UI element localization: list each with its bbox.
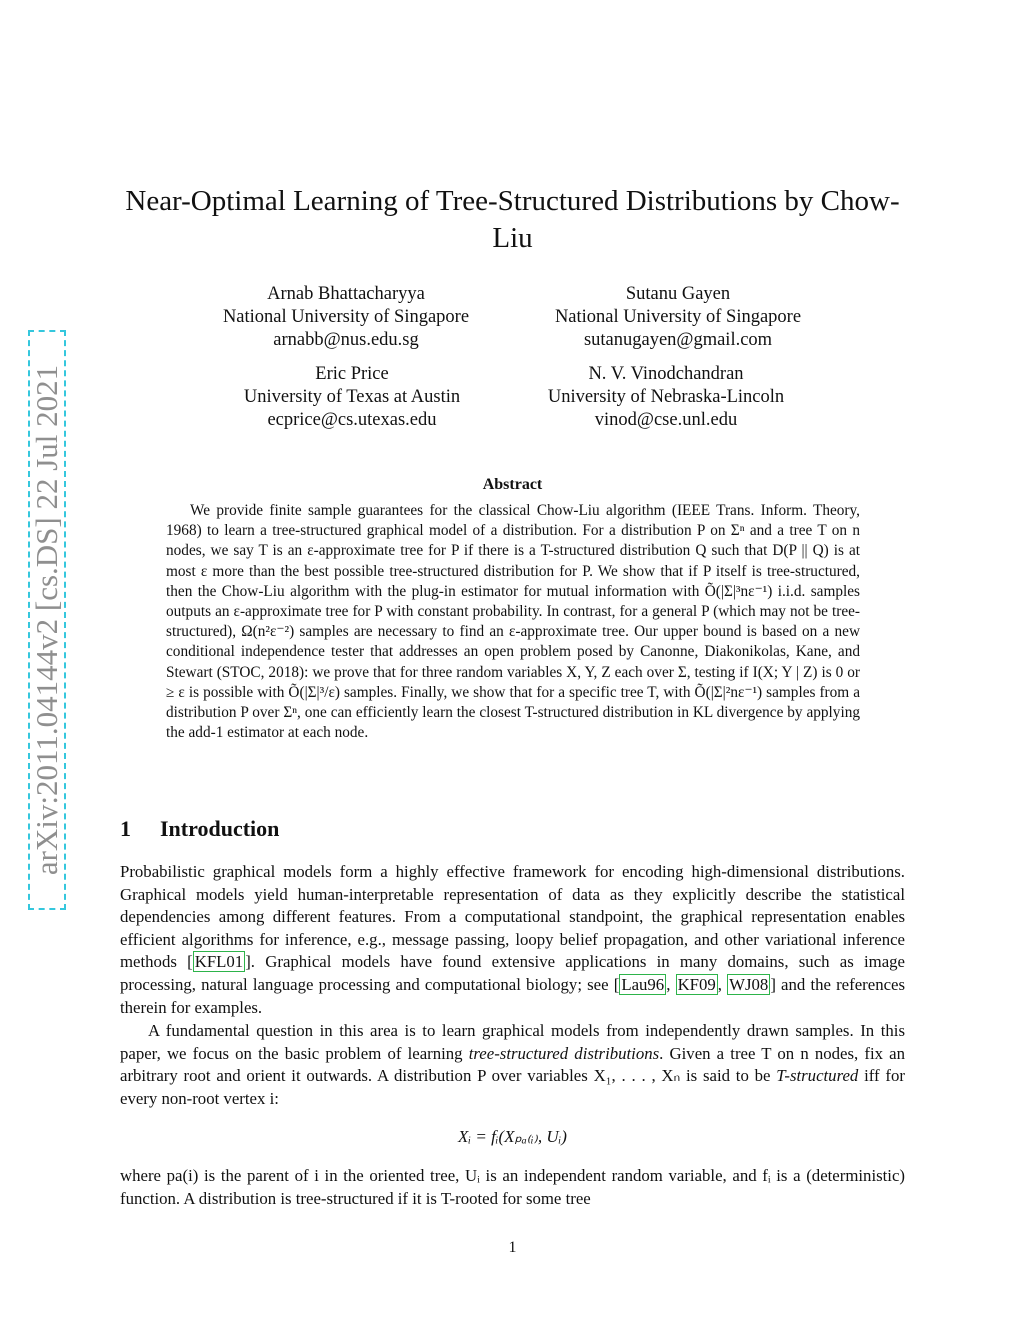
intro-paragraph-1: Probabilistic graphical models form a highly effective framework for encoding high-dimensional distributions. Graphical models yield human-interpretable representation of data as they explicitly describe the statistical dependencies among different features. From a computational standpoint, the graphical representation enables efficient algorithms for inference, e.g., message passing, loopy belief propagation, and other variational inference methods [ KFL01 ]. Graphical models have found extensive applications in many domains, such as image processing, natural language processing and computational biology; see [ Lau96 , KF09 , WJ08 ] and the references therein for examples.: [120, 862, 906, 1017]
arxiv-stamp-text: arXiv:2011.04144v2 [cs.DS] 22 Jul 2021: [29, 364, 64, 876]
citation-link[interactable]: KFL01: [194, 952, 244, 972]
emphasis: T-structured: [776, 1066, 859, 1086]
author-affiliation: University of Nebraska-Lincoln: [547, 387, 785, 407]
author-name: N. V. Vinodchandran: [588, 364, 744, 384]
author-block-2: [508, 283, 848, 352]
author-name: Arnab Bhattacharyya: [267, 284, 425, 304]
intro-paragraph-3: where pa(i) is the parent of i in the oriented tree, Uᵢ is an independent random variable, and fᵢ is a (deterministic) function. A distribution is tree-structured if it is T-rooted for some tree: [120, 1166, 905, 1208]
author-email[interactable]: arnabb@nus.edu.sg: [273, 330, 419, 350]
author-affiliation: National University of Singapore: [554, 307, 802, 327]
section-heading: [120, 816, 279, 842]
paper-title: Near-Optimal Learning of Tree-Structured Distributions by Chow-Liu: [125, 185, 900, 254]
author-block-3: [182, 363, 522, 432]
paragraph-text: Probabilistic graphical models form a highly effective framework for encoding high-dimensional distributions. Graphical models yield human-interpretable representation of data as they explicitly describe the statistical dependencies among different features. From a computational standpoint, the graphical representation enables efficient algorithms for inference, e.g., message passing, loopy belief propagation, and other variational inference methods: [120, 862, 905, 972]
display-equation: Xᵢ = fᵢ(Xₚₐ₍ᵢ₎, Uᵢ): [458, 1127, 567, 1146]
paragraph-text: A fundamental question in this area is to learn graphical models from independently drawn samples. In this paper, we focus on the basic problem of learning: [120, 1021, 905, 1063]
abstract-body: We provide finite sample guarantees for the classical Chow-Liu algorithm (IEEE Trans. Inform. Theory, 1968) to learn a tree-structured graphical model of a distribution. For a distribution P on Σⁿ and a tree T on n nodes, we say T is an ε-approximate tree for P if there is a T-structured distribution Q such that D(P || Q) is at most ε more than the best possible tree-structured distribution for P. We show that if P itself is tree-structured, then the Chow-Liu algorithm with the plug-in estimator for mutual information with Õ(|Σ|³nε⁻¹) i.i.d. samples outputs an ε-approximate tree for P with constant probability. In contrast, for a general P (which may not be tree-structured), Ω(n²ε⁻²) samples are necessary to find an ε-approximate tree. Our upper bound is based on a new conditional independence tester that addresses an open problem posed by Canonne, Diakonikolas, Kane, and Stewart (STOC, 2018): we prove that for three random variables X, Y, Z each over Σ, testing if I(X; Y | Z) is 0 or ≥ ε is possible with Õ(|Σ|³/ε) samples. Finally, we show that for a specific tree T, with Õ(|Σ|²nε⁻¹) samples from a distribution P over Σⁿ, one can efficiently learn the closest T-structured distribution in KL divergence by applying the add-1 estimator at each node.: [166, 502, 860, 742]
paragraph-text: . Given a tree T on n nodes, fix an arbitrary root and orient it outwards. A distribution P over variables X₁, . . . , Xₙ is said to be: [120, 1043, 905, 1086]
paragraph-text: . Graphical models have found extensive applications in many domains, such as image processing, natural language processing and computational biology; see: [120, 952, 906, 994]
abstract-heading: Abstract: [482, 476, 543, 493]
intro-paragraph-2: [120, 1020, 905, 1110]
section-title: Introduction: [160, 816, 280, 841]
author-name: Eric Price: [315, 364, 389, 384]
author-block-4: [496, 363, 836, 432]
arxiv-stamp: [28, 330, 66, 910]
page-number: 1: [508, 1239, 517, 1256]
author-block-1: [176, 283, 516, 352]
author-name: Sutanu Gayen: [625, 284, 731, 304]
emphasis: tree-structured distributions: [468, 1043, 660, 1063]
paragraph-text: iff for every non-root vertex i:: [120, 1066, 905, 1108]
author-affiliation: National University of Singapore: [222, 307, 470, 327]
author-email[interactable]: vinod@cse.unl.edu: [594, 410, 738, 430]
citation-link[interactable]: Lau96: [621, 974, 665, 994]
citation-link[interactable]: KF09: [677, 974, 716, 994]
paragraph-text: and the references therein for examples.: [120, 974, 906, 1017]
citation-link[interactable]: WJ08: [729, 974, 769, 994]
author-email[interactable]: ecprice@cs.utexas.edu: [267, 410, 437, 430]
section-number: 1: [120, 816, 131, 841]
author-affiliation: University of Texas at Austin: [243, 387, 461, 407]
author-email[interactable]: sutanugayen@gmail.com: [583, 330, 773, 350]
